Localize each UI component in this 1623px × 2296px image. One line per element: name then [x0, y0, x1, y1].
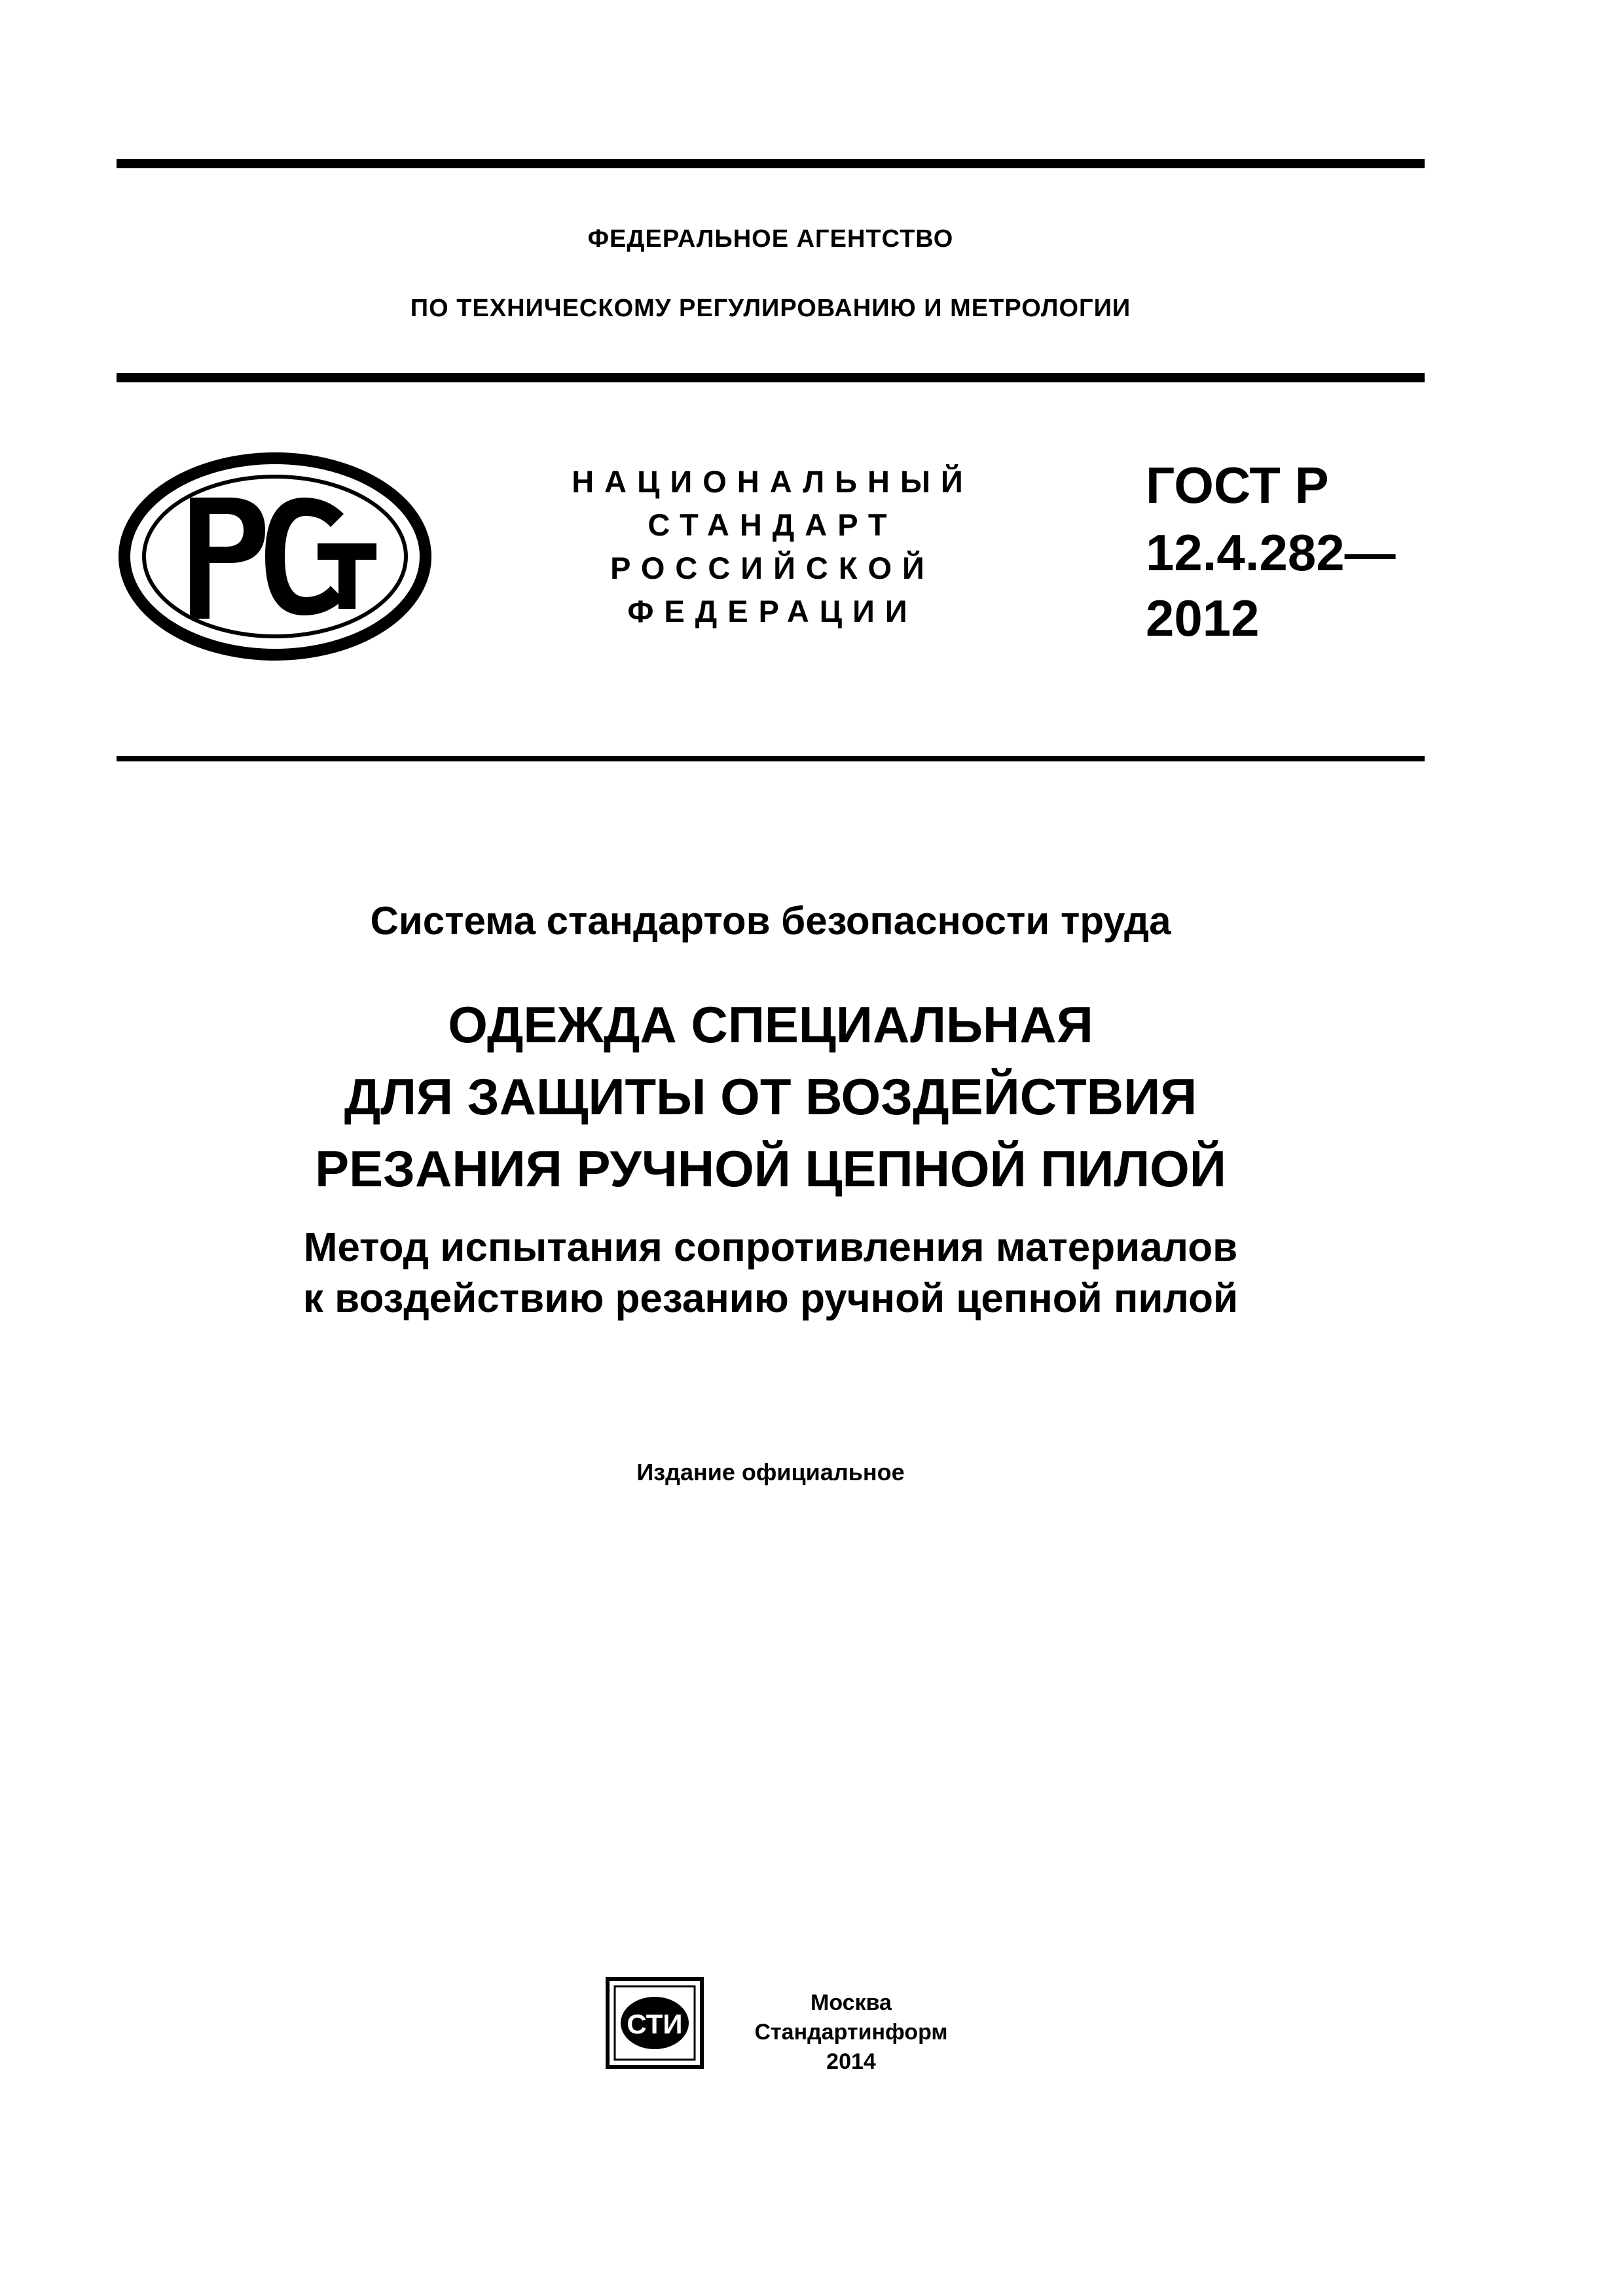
national-standard-line-1: НАЦИОНАЛЬНЫЙ — [572, 464, 974, 499]
designation-line-2: 12.4.282— — [1146, 524, 1396, 581]
designation-line-1: ГОСТ Р — [1146, 456, 1329, 514]
main-title-line-2: ДЛЯ ЗАЩИТЫ ОТ ВОЗДЕЙСТВИЯ — [344, 1068, 1197, 1125]
national-standard-line-4: ФЕДЕРАЦИИ — [627, 594, 918, 629]
national-standard-line-3: РОССИЙСКОЙ — [610, 551, 935, 585]
series-title: Система стандартов безопасности труда — [370, 899, 1171, 943]
agency-line-2: ПО ТЕХНИЧЕСКОМУ РЕГУЛИРОВАНИЮ И МЕТРОЛОГИИ — [410, 295, 1131, 322]
header-bottom-rule — [117, 373, 1425, 382]
publisher-year: 2014 — [826, 2049, 876, 2074]
subtitle-line-1: Метод испытания сопротивления материалов — [303, 1225, 1238, 1270]
designation-line-3: 2012 — [1146, 589, 1260, 647]
main-title-line-1: ОДЕЖДА СПЕЦИАЛЬНАЯ — [448, 996, 1093, 1053]
mid-rule — [117, 756, 1425, 761]
edition-label: Издание официальное — [636, 1459, 905, 1485]
rst-logo-icon — [118, 452, 432, 661]
publisher-logo-letters: СТИ — [627, 2009, 683, 2039]
publisher-name: Стандартинформ — [754, 2020, 948, 2045]
main-title-line-3: РЕЗАНИЯ РУЧНОЙ ЦЕПНОЙ ПИЛОЙ — [315, 1140, 1226, 1197]
top-rule — [117, 159, 1425, 168]
national-standard-line-2: СТАНДАРТ — [647, 507, 898, 542]
publisher-city: Москва — [811, 1990, 892, 2015]
agency-line-1: ФЕДЕРАЛЬНОЕ АГЕНТСТВО — [587, 225, 954, 253]
standartinform-logo-icon — [606, 1977, 704, 2069]
subtitle-line-2: к воздействию резанию ручной цепной пилой — [302, 1276, 1239, 1321]
